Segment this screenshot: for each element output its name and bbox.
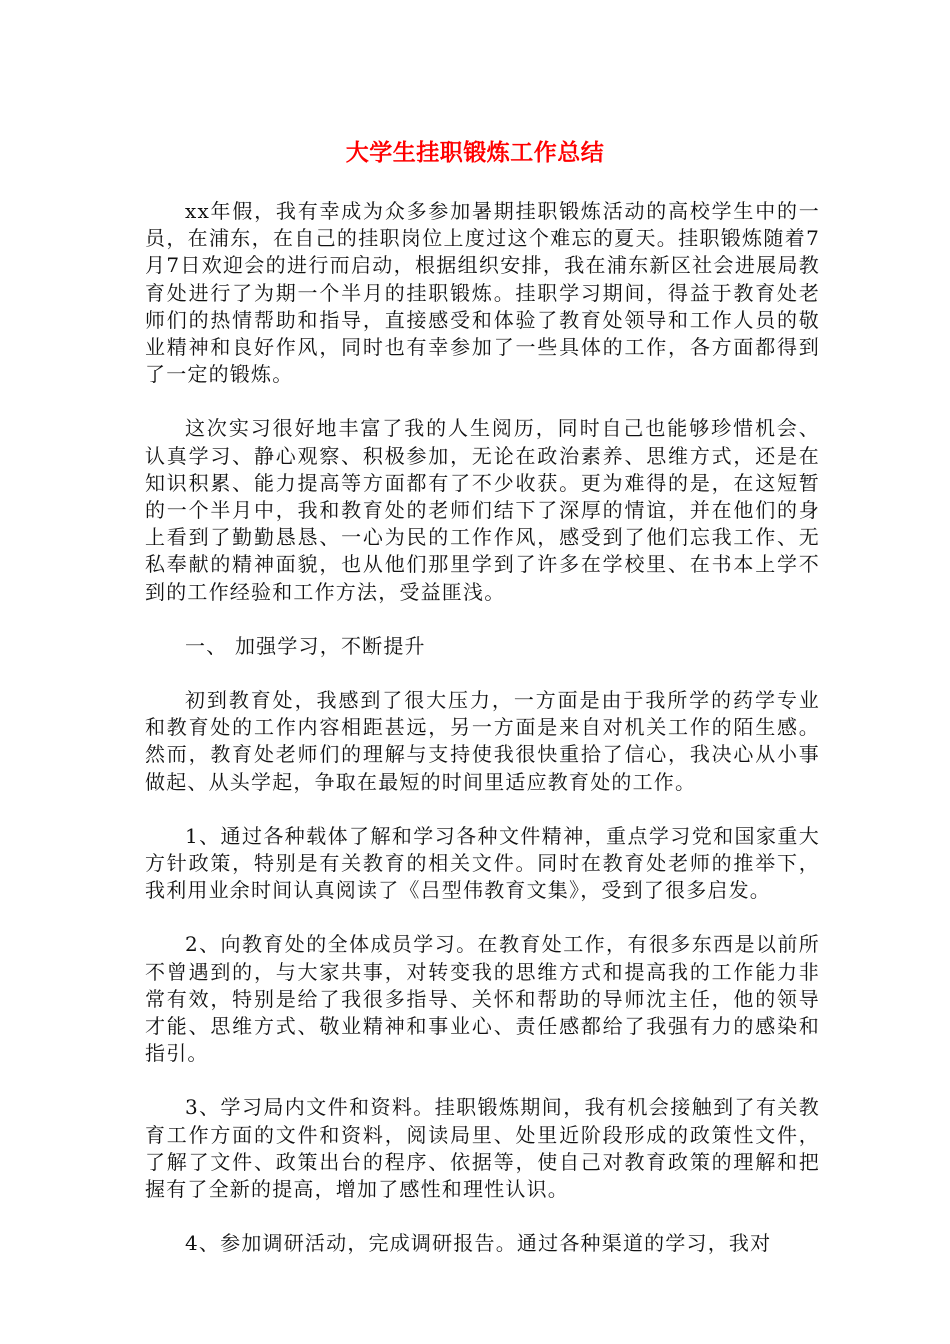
paragraph-item-2: 2、向教育处的全体成员学习。在教育处工作，有很多东西是以前所不曾遇到的，与大家共事，对转变我的思维方式和提高我的工作能力非常有效，特别是给了我很多指导、关怀和帮助的导师沈主任，他的领导才能、思维方式、敬业精神和事业心、责任感都给了我强有力的感染和指引。 [145,932,820,1066]
document-body [145,198,820,1285]
paragraph-item-1: 1、通过各种载体了解和学习各种文件精神，重点学习党和国家重大方针政策，特别是有关教育的相关文件。同时在教育处老师的推举下，我利用业余时间认真阅读了《吕型伟教育文集》，受到了很多启发。 [145,823,820,903]
section-heading: 一、 加强学习，不断提升 [185,633,426,658]
paragraph-item-4: 4、参加调研活动，完成调研报告。通过各种渠道的学习，我对 [185,1231,772,1256]
document-title: 大学生挂职锻炼工作总结 [345,140,605,166]
paragraph-item-3: 3、学习局内文件和资料。挂职锻炼期间，我有机会接触到了有关教育工作方面的文件和资料，阅读局里、处里近阶段形成的政策性文件，了解了文件、政策出台的程序、依据等，使自己对教育政策的理解和把握有了全新的提高，增加了感性和理性认识。 [145,1095,820,1202]
paragraph-intro: xx年假，我有幸成为众多参加暑期挂职锻炼活动的高校学生中的一员，在浦东，在自己的挂职岗位上度过这个难忘的夏天。挂职锻炼随着7月7日欢迎会的进行而启动，根据组织安排，我在浦东新区社会进展局教育处进行了为期一个半月的挂职锻炼。挂职学习期间，得益于教育处老师们的热情帮助和指导，直接感受和体验了教育处领导和工作人员的敬业精神和良好作风，同时也有幸参加了一些具体的工作，各方面都得到了一定的锻炼。 [145,199,820,387]
paragraph-experience: 这次实习很好地丰富了我的人生阅历，同时自己也能够珍惜机会、认真学习、静心观察、积极参加，无论在政治素养、思维方式，还是在知识积累、能力提高等方面都有了不少收获。更为难得的是，在这短暂的一个半月中，我和教育处的老师们结下了深厚的情谊，并在他们的身上看到了勤勤恳恳、一心为民的工作作风，感受到了他们忘我工作、无私奉献的精神面貌，也从他们那里学到了许多在学校里、在书本上学不到的工作经验和工作方法，受益匪浅。 [145,416,820,604]
paragraph-arrival: 初到教育处，我感到了很大压力，一方面是由于我所学的药学专业和教育处的工作内容相距甚远，另一方面是来自对机关工作的陌生感。然而，教育处老师们的理解与支持使我很快重拾了信心，我决心从小事做起、从头学起，争取在最短的时间里适应教育处的工作。 [145,688,820,794]
